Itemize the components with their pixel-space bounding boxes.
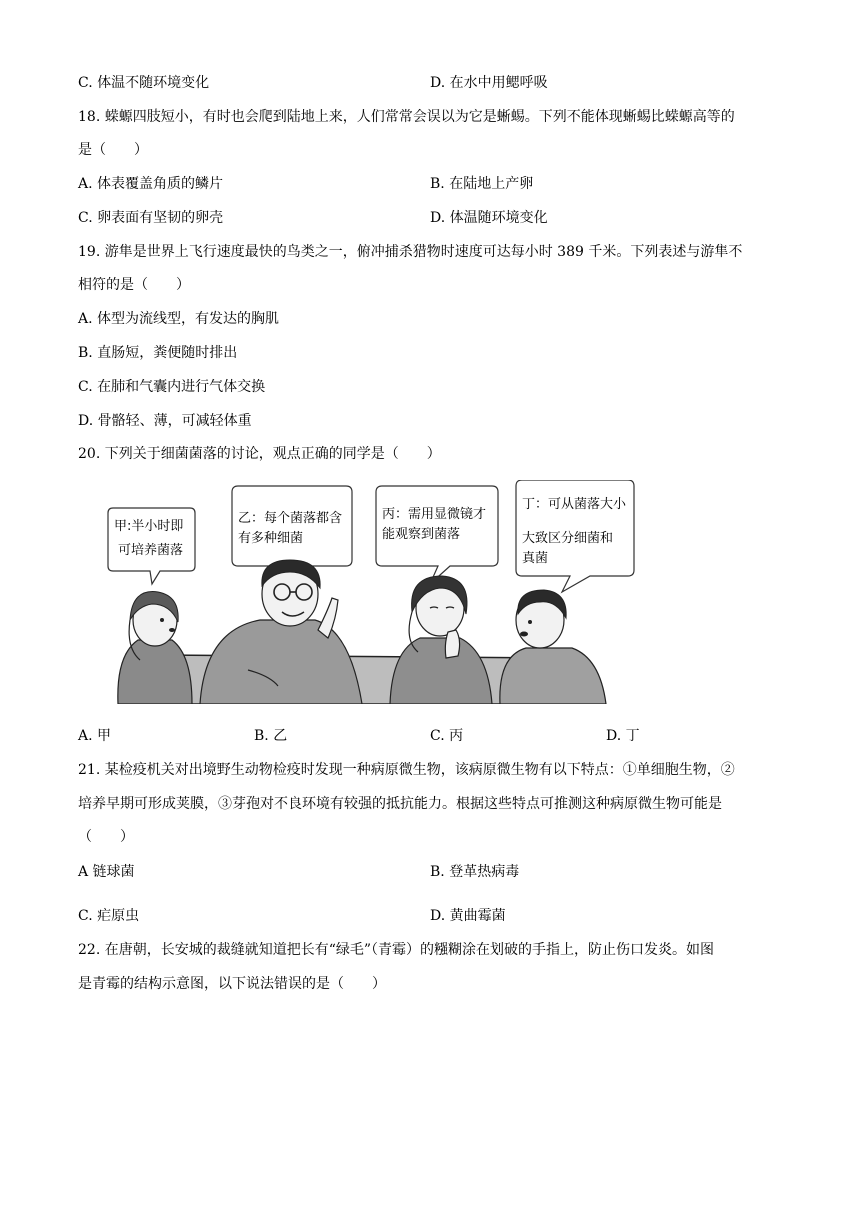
q21-stem-line2: 培养早期可形成荚膜，③芽孢对不良环境有较强的抵抗能力。根据这些特点可推测这种病原微生物可能是 [78, 796, 722, 812]
q21-option-a: A 链球菌 [78, 864, 135, 880]
q19-option-c: C. 在肺和气囊内进行气体交换 [78, 379, 266, 395]
cartoon-illustration [100, 480, 640, 704]
q18-option-a: A. 体表覆盖角质的鳞片 [78, 176, 224, 192]
student-yi-figure [200, 560, 362, 704]
q19-option-d: D. 骨骼轻、薄，可减轻体重 [78, 413, 252, 429]
q17-option-c: C. 体温不随环境变化 [78, 75, 210, 91]
q22-stem-line2: 是青霉的结构示意图，以下说法错误的是（ ） [78, 976, 386, 992]
bubble-ding-line2: 大致区分细菌和 [522, 531, 614, 546]
bubble-jia-line1: 甲:半小时即 [114, 519, 184, 534]
q20-stem: 20. 下列关于细菌菌落的讨论，观点正确的同学是（ ） [78, 446, 441, 462]
q18-stem-line2: 是（ ） [78, 142, 148, 158]
q20-option-b: B. 乙 [254, 728, 288, 744]
bubble-yi-line1: 乙：每个菌落都含 [238, 511, 343, 526]
q21-option-d: D. 黄曲霉菌 [430, 908, 506, 924]
q21-stem-line1: 21. 某检疫机关对出境野生动物检疫时发现一种病原微生物，该病原微生物有以下特点：①单细胞生物，② [78, 762, 735, 778]
q17-option-d: D. 在水中用鳃呼吸 [430, 75, 548, 91]
q18-option-b: B. 在陆地上产卵 [430, 176, 534, 192]
q18-stem-line1: 18. 蝾螈四肢短小，有时也会爬到陆地上来，人们常常会误以为它是蜥蜴。下列不能体现蜥蜴比蝾螈高等的 [78, 109, 735, 125]
bubble-ding-line1: 丁：可从菌落大小 [522, 497, 627, 512]
bubble-ding-line3: 真菌 [522, 551, 549, 566]
q19-option-a: A. 体型为流线型，有发达的胸肌 [78, 311, 280, 327]
student-jia-figure [118, 592, 192, 704]
q19-stem-line1: 19. 游隼是世界上飞行速度最快的鸟类之一，俯冲捕杀猎物时速度可达每小时 389 千米。下列表述与游隼不 [78, 244, 743, 260]
q18-option-c: C. 卵表面有坚韧的卵壳 [78, 210, 224, 226]
students-discussion-figure [100, 480, 640, 704]
q19-stem-line2: 相符的是（ ） [78, 277, 190, 293]
q21-option-c: C. 疟原虫 [78, 908, 140, 924]
q21-option-b: B. 登革热病毒 [430, 864, 520, 880]
bubble-bing-line1: 丙：需用显微镜才 [382, 507, 487, 522]
q18-option-d: D. 体温随环境变化 [430, 210, 548, 226]
bubble-jia-line2: 可培养菌落 [118, 543, 184, 558]
bubble-bing-line2: 能观察到菌落 [382, 527, 461, 542]
q20-option-d: D. 丁 [606, 728, 640, 744]
q22-stem-line1: 22. 在唐朝，长安城的裁缝就知道把长有“绿毛”（青霉）的糨糊涂在划破的手指上，防止伤口发炎。如图 [78, 942, 715, 958]
q19-option-b: B. 直肠短，粪便随时排出 [78, 345, 238, 361]
q20-option-c: C. 丙 [430, 728, 464, 744]
student-ding-figure [500, 590, 606, 704]
bubble-yi-line2: 有多种细菌 [238, 531, 304, 546]
q21-stem-line3: （ ） [78, 829, 134, 845]
student-bing-figure [390, 576, 492, 704]
q20-option-a: A. 甲 [78, 728, 112, 744]
